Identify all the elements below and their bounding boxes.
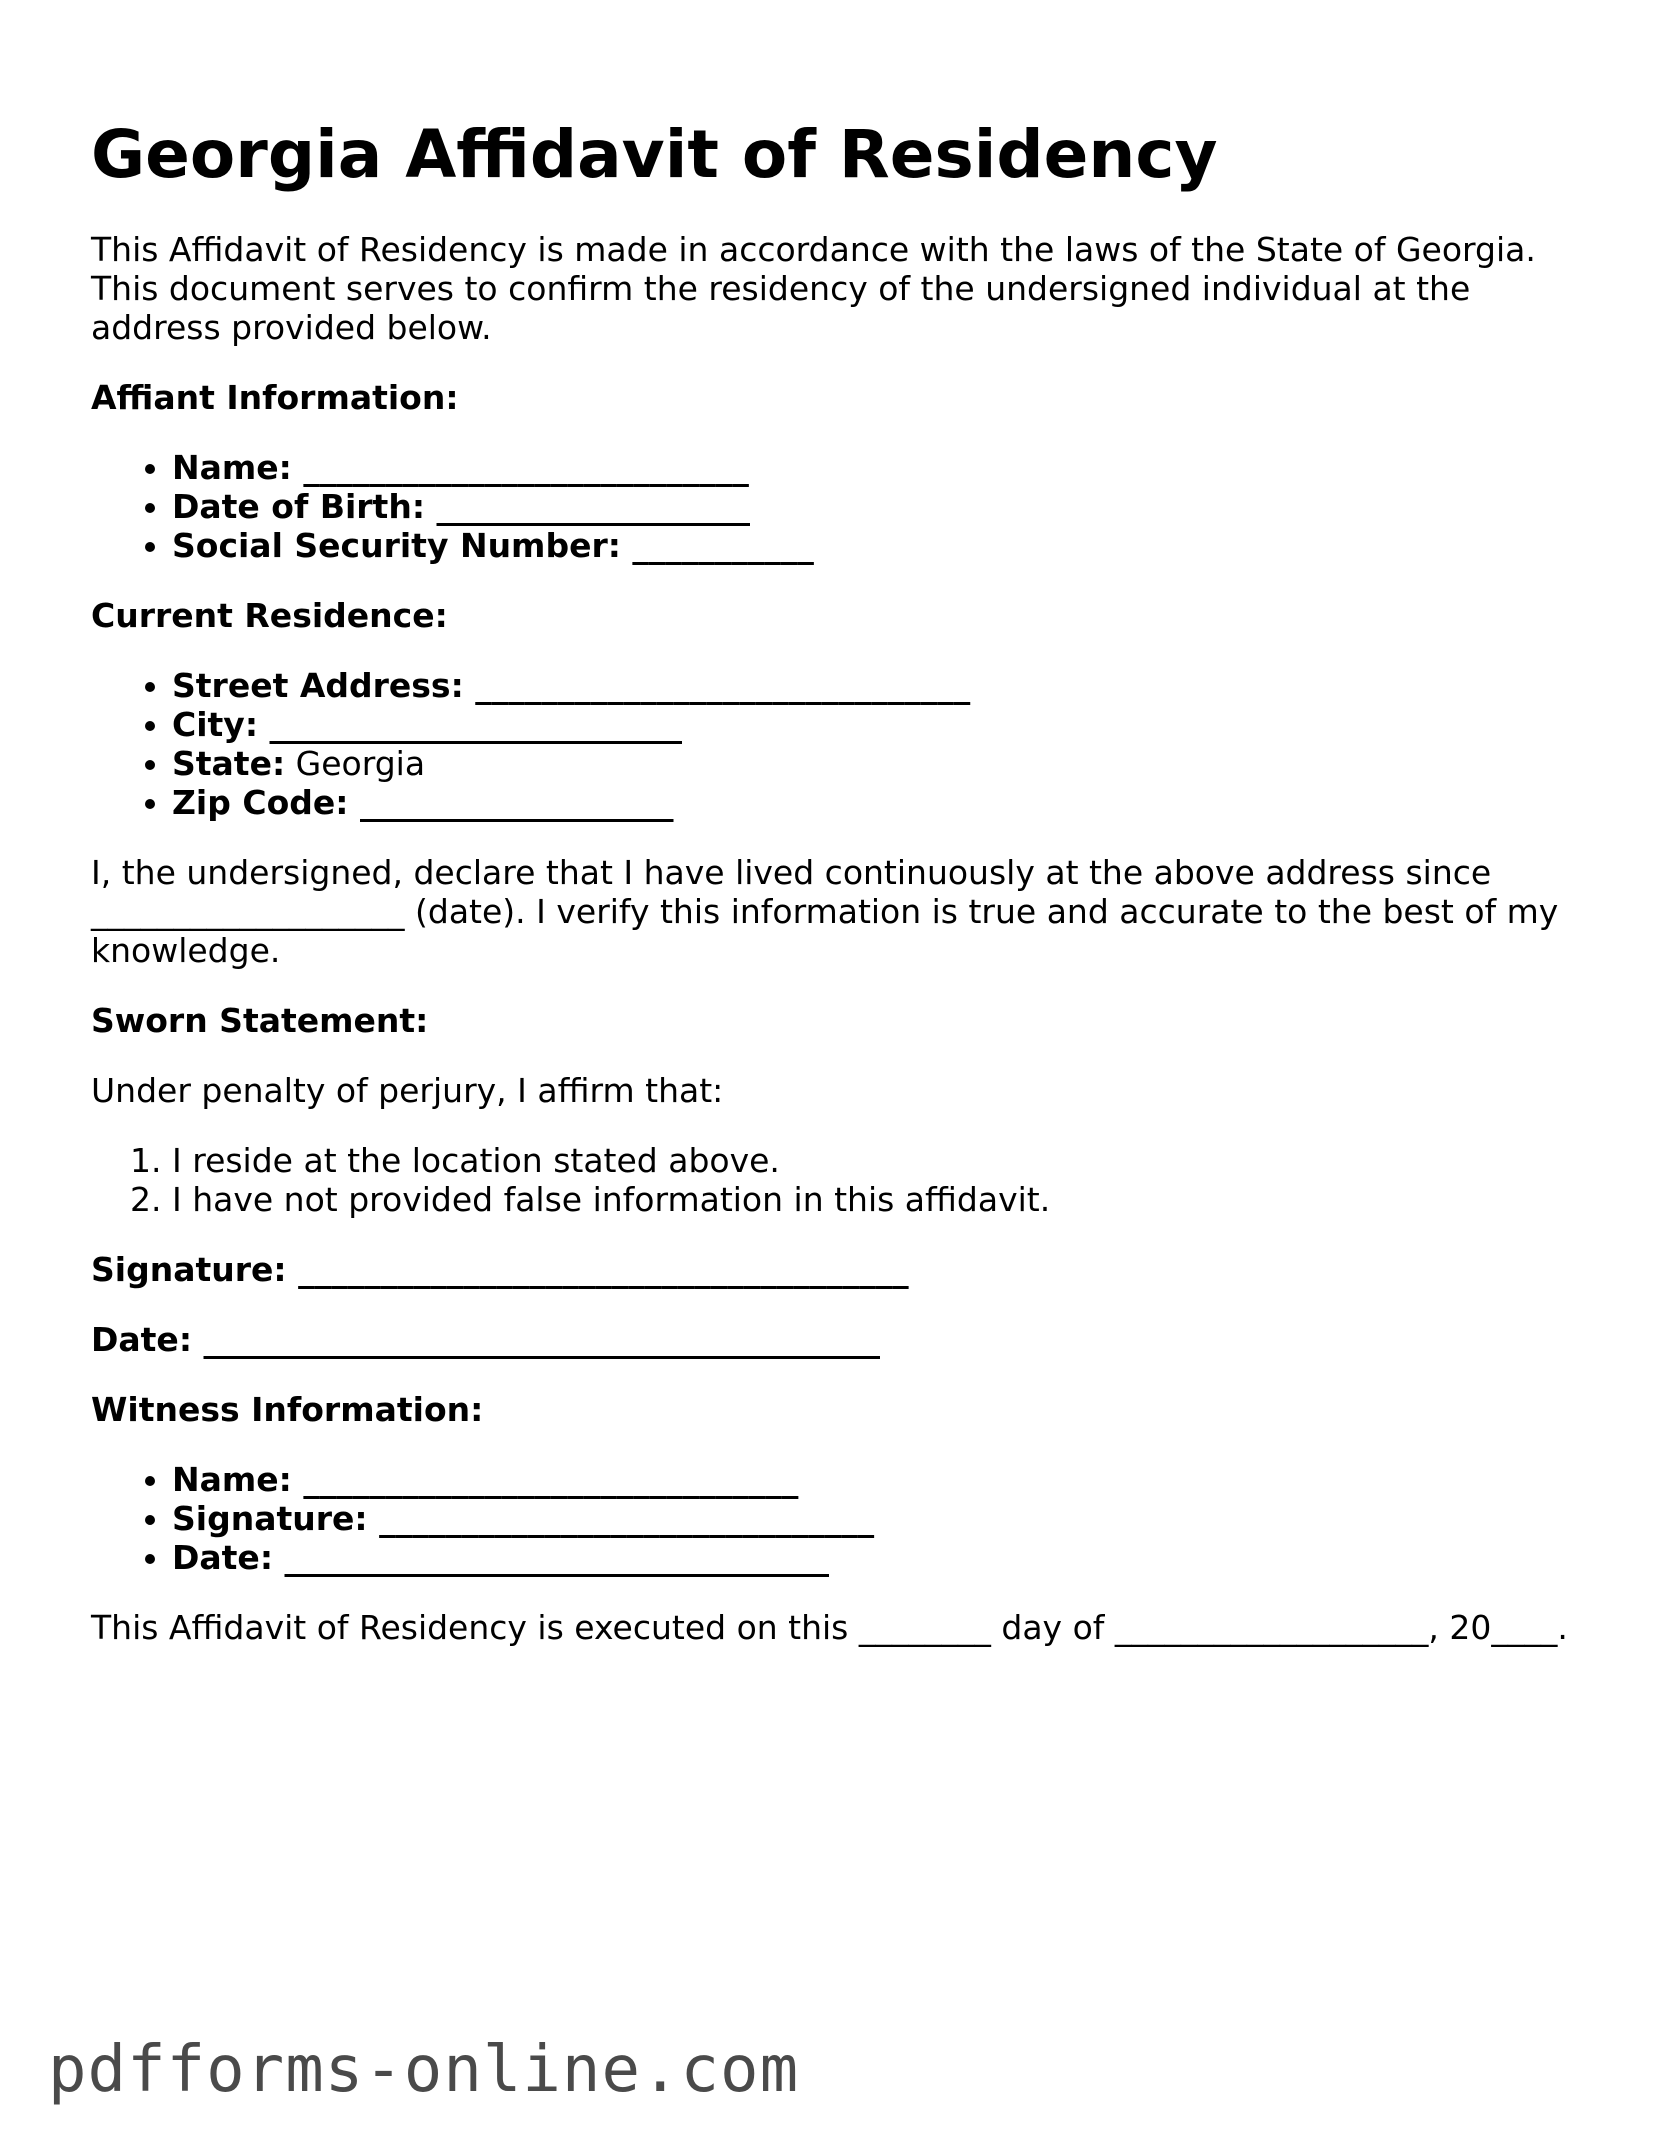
witness-date-label: Date:: [172, 1538, 274, 1577]
residence-street-label: Street Address:: [172, 666, 464, 705]
signature-line: [91, 1250, 1591, 1289]
affiant-name-label: Name:: [172, 448, 292, 487]
witness-heading: Witness Information:: [91, 1390, 484, 1429]
page-title: Georgia Affidavit of Residency: [91, 116, 1218, 193]
residence-state-item: [172, 744, 1591, 783]
residence-street-item: [172, 666, 1591, 705]
signature-label: Signature:: [91, 1250, 287, 1289]
sworn-item: 1. I reside at the location stated above.: [172, 1141, 1591, 1180]
execution-month-field[interactable]: ___________________: [1114, 1608, 1429, 1647]
affiant-dob-item: [172, 487, 1591, 526]
affiant-dob-field[interactable]: ___________________: [436, 487, 751, 526]
witness-signature-item: [172, 1499, 1591, 1538]
execution-text-4: .: [1557, 1608, 1568, 1647]
residence-state-label: State:: [172, 744, 286, 783]
sworn-list: [91, 1141, 1591, 1219]
witness-list: [91, 1460, 1591, 1577]
witness-name-label: Name:: [172, 1460, 292, 1499]
affiant-name-field[interactable]: ___________________________: [303, 448, 749, 487]
date-field[interactable]: _________________________________________: [203, 1320, 881, 1359]
signature-field[interactable]: _____________________________________: [298, 1250, 909, 1289]
execution-year-field[interactable]: ____: [1491, 1608, 1558, 1647]
declaration-text-1: I, the undersigned, declare that I have lived continuously at the above address since: [91, 853, 1492, 892]
witness-signature-label: Signature:: [172, 1499, 368, 1538]
residence-city-field[interactable]: _________________________: [269, 705, 683, 744]
witness-signature-field[interactable]: ______________________________: [379, 1499, 875, 1538]
witness-date-item: [172, 1538, 1591, 1577]
affiant-ssn-item: [172, 526, 1591, 565]
sworn-intro: Under penalty of perjury, I affirm that:: [91, 1071, 724, 1110]
affiant-dob-label: Date of Birth:: [172, 487, 426, 526]
residence-zip-field[interactable]: ___________________: [359, 783, 674, 822]
date-line: [91, 1320, 1591, 1359]
execution-text-1: This Affidavit of Residency is executed on this: [91, 1608, 849, 1647]
execution-day-field[interactable]: ________: [858, 1608, 991, 1647]
date-label: Date:: [91, 1320, 193, 1359]
residence-street-field[interactable]: ______________________________: [475, 666, 971, 705]
document-page: [91, 110, 1591, 1678]
residence-heading: Current Residence:: [91, 596, 448, 635]
witness-name-item: [172, 1460, 1591, 1499]
watermark: pdfforms-online.com: [48, 2033, 800, 2107]
witness-name-field[interactable]: ______________________________: [303, 1460, 799, 1499]
affiant-name-item: [172, 448, 1591, 487]
declaration-date-field[interactable]: ___________________: [91, 892, 405, 931]
declaration-text-2: (date). I verify this information is true and accurate to the best of my knowledge.: [91, 892, 1559, 970]
residence-city-label: City:: [172, 705, 259, 744]
affiant-heading: Affiant Information:: [91, 378, 459, 417]
intro-paragraph: This Affidavit of Residency is made in accordance with the laws of the State of Georgia. This document serves to confirm the residency of the undersigned individual at the address provided below.: [91, 230, 1536, 347]
residence-zip-item: [172, 783, 1591, 822]
declaration-paragraph: [91, 853, 1561, 970]
execution-text-3: , 20: [1428, 1608, 1492, 1647]
affiant-ssn-field[interactable]: ___________: [632, 526, 814, 565]
residence-city-item: [172, 705, 1591, 744]
affiant-list: [91, 448, 1591, 565]
residence-zip-label: Zip Code:: [172, 783, 349, 822]
sworn-heading: Sworn Statement:: [91, 1001, 429, 1040]
execution-text-2: day of: [1001, 1608, 1105, 1647]
residence-list: [91, 666, 1591, 822]
sworn-item: 2. I have not provided false information in this affidavit.: [172, 1180, 1591, 1219]
residence-state-value: Georgia: [295, 744, 426, 783]
execution-paragraph: [91, 1608, 1591, 1647]
affiant-ssn-label: Social Security Number:: [172, 526, 621, 565]
witness-date-field[interactable]: _________________________________: [284, 1538, 830, 1577]
